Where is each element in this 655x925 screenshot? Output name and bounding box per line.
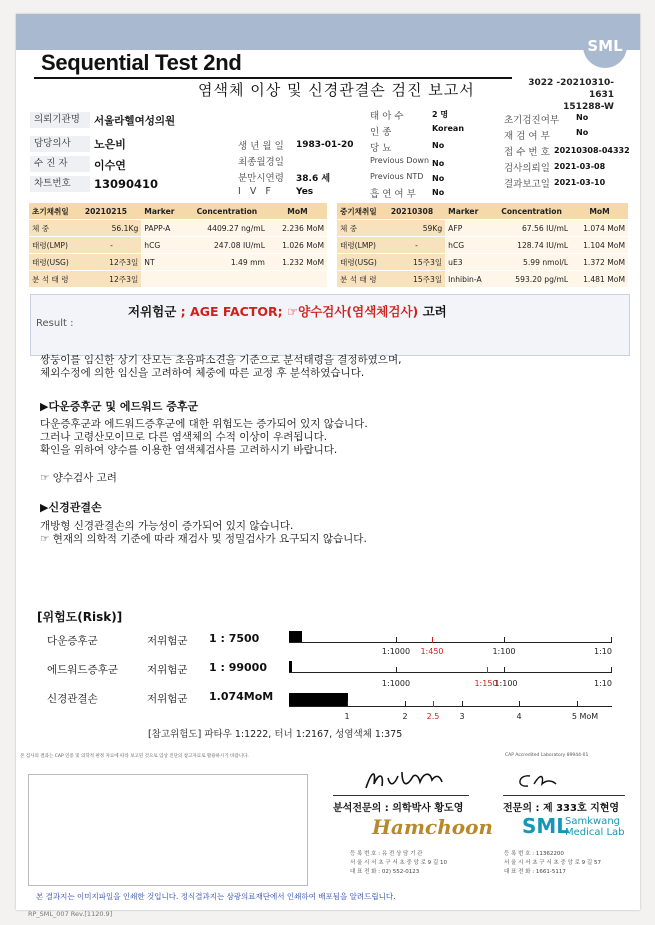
- risk-name-ntd: 신경관결손: [47, 693, 98, 705]
- prev-ntd-label: Previous NTD: [370, 172, 424, 181]
- smoking-label: 흡 연 여 부: [370, 189, 416, 200]
- report-number: 3022 -20210310-1631 151288-W: [528, 78, 614, 112]
- reexam-label: 재 검 여 부: [504, 131, 550, 142]
- table-row: [337, 271, 628, 288]
- sml-logo: SML: [522, 814, 570, 838]
- dob-value: 1983-01-20: [296, 140, 354, 150]
- prev-ntd-value: No: [432, 174, 445, 183]
- risk-bar-ntd: [289, 693, 348, 706]
- table-cell: 1.49 mm: [186, 254, 268, 271]
- risk-tick: [405, 701, 406, 707]
- signature-line-right: [503, 795, 625, 796]
- table-cell: 분 석 태 령: [29, 271, 82, 288]
- age-label: 분만시연령: [238, 173, 284, 184]
- table-cell: 56.1Kg: [82, 220, 141, 237]
- risk-tick-label: 1:100: [492, 647, 516, 656]
- table-cell: 체 중: [29, 220, 82, 237]
- table-header-row: [337, 203, 628, 220]
- risk-scale-down: [289, 642, 612, 643]
- table-cell: [186, 271, 268, 288]
- table-cell: Marker: [141, 203, 186, 220]
- table-cell: 67.56 IU/mL: [492, 220, 571, 237]
- result-recommendation: ; AGE FACTOR; ☞양수검사(염색체검사): [180, 304, 419, 319]
- second-trimester-table: [337, 203, 628, 288]
- table-cell: [268, 271, 327, 288]
- chart-label: 차트번호: [30, 176, 90, 192]
- table-cell: 59Kg: [388, 220, 445, 237]
- institution-value: 서울라헬여성의원: [94, 115, 176, 127]
- risk-cutoff-label: 1:150: [474, 679, 498, 688]
- report-title: Sequential Test 2nd: [41, 50, 242, 75]
- risk-bar-down: [289, 631, 302, 642]
- diabetes-value: No: [432, 141, 445, 150]
- result-label: Result :: [36, 318, 74, 329]
- table-cell: MoM: [571, 203, 628, 220]
- risk-tick: [347, 701, 348, 707]
- table-cell: hCG: [141, 237, 186, 254]
- risk-tick: [396, 667, 397, 673]
- risk-tick: [432, 637, 433, 643]
- table-cell: 20210215: [82, 203, 141, 220]
- result-risk-group: 저위험군: [128, 304, 177, 319]
- risk-tick-label: 1:100: [494, 679, 518, 688]
- risk-tick-label: 1:1000: [381, 647, 411, 656]
- table-cell: 15주3일: [388, 271, 445, 288]
- table-cell: Inhibin-A: [445, 271, 492, 288]
- result-tail: 고려: [422, 304, 447, 319]
- table-cell: MoM: [268, 203, 327, 220]
- reference-risk-note: [참고위험도] 파타우 1:1222, 터너 1:2167, 성염색체 1:375: [148, 729, 403, 740]
- table-cell: 2.236 MoM: [268, 220, 327, 237]
- request-date-label: 검사의뢰일: [504, 163, 550, 174]
- table-cell: 태령(LMP): [337, 237, 388, 254]
- risk-value-down: 1 : 7500: [209, 632, 260, 645]
- risk-scale-ntd: [289, 706, 612, 707]
- request-date: 2021-03-08: [554, 162, 606, 171]
- fine-print-right: CAP Accredited Laboratory 89944-01: [505, 753, 589, 758]
- doctor-label: 담당의사: [30, 136, 90, 152]
- section-heading-down-edwards: ▶다운증후군 및 에드워드 증후군: [40, 400, 199, 413]
- signature-hwang-icon: [362, 766, 446, 794]
- dob-label: 생 년 월 일: [238, 141, 284, 152]
- risk-tick-label: 1:10: [594, 679, 612, 688]
- risk-tick-label: 5 MoM: [571, 712, 599, 721]
- table-cell: 태령(USG): [29, 254, 82, 271]
- interpretation-paragraph-3: 개방형 신경관결손의 가능성이 증가되어 있지 않습니다. ☞ 현재의 의학적 기준에 따라 재검사 및 정밀검사가 요구되지 않습니다.: [40, 520, 367, 545]
- risk-tick: [504, 637, 505, 643]
- age-value: 38.6 세: [296, 174, 331, 184]
- table-cell: 1.074 MoM: [571, 220, 628, 237]
- table-cell: PAPP-A: [141, 220, 186, 237]
- lmp-label: 최종월경일: [238, 157, 284, 168]
- table-row: [29, 220, 327, 237]
- receipt-number: 20210308-04332: [554, 146, 630, 155]
- risk-group-edwards: 저위험군: [147, 664, 188, 676]
- risk-tick: [611, 667, 612, 673]
- hamchoon-logo: Hamchoon: [372, 815, 493, 839]
- risk-tick-label: 1:1000: [381, 679, 411, 688]
- report-date-label: 결과보고일: [504, 179, 550, 190]
- table-cell: NT: [141, 254, 186, 271]
- table-cell: 1.026 MoM: [268, 237, 327, 254]
- risk-tick-label: 1: [344, 712, 350, 721]
- risk-name-down: 다운증후군: [47, 635, 98, 647]
- sml-address: 등 록 번 호 : 11362200 서 울 시 서 초 구 서 초 중 앙 로 9 길 57 대 표 전 화 : 1661-5117: [504, 851, 601, 875]
- risk-value-ntd: 1.074MoM: [209, 690, 274, 703]
- table-cell: AFP: [445, 220, 492, 237]
- table-header-row: [29, 203, 327, 220]
- risk-bar-edwards: [289, 661, 292, 672]
- risk-value-edwards: 1 : 99000: [209, 661, 267, 674]
- risk-tick-label: 2: [402, 712, 408, 721]
- smoking-value: No: [432, 188, 445, 197]
- risk-group-ntd: 저위험군: [147, 693, 188, 705]
- table-cell: 128.74 IU/mL: [492, 237, 571, 254]
- race-label: 인 종: [370, 127, 392, 138]
- hamchoon-address: 등 록 번 호 : 유 전 상 담 기 관 서 울 시 서 초 구 서 초 중 앙 로 9 길 10 대 표 전 화 : 02) 552-0123: [350, 851, 447, 875]
- table-cell: hCG: [445, 237, 492, 254]
- report-date: 2021-03-10: [554, 178, 606, 187]
- table-cell: Marker: [445, 203, 492, 220]
- table-row: [29, 254, 327, 271]
- ivf-label: I V F: [238, 186, 274, 197]
- table-cell: 초기채취일: [29, 203, 82, 220]
- table-row: [337, 220, 628, 237]
- table-cell: Concentration: [186, 203, 268, 220]
- risk-tick: [519, 701, 520, 707]
- risk-scale-edwards: [289, 672, 612, 673]
- signer-right-label: 전문의 : 제 333호 지현영: [503, 803, 620, 814]
- risk-name-edwards: 에드워드증후군: [47, 664, 119, 676]
- institution-label: 의뢰기관명: [30, 112, 90, 128]
- first-exam-value: No: [576, 113, 589, 122]
- footer-note: 본 결과지는 이미지파일을 인쇄한 것입니다. 정식결과지는 삼광의료재단에서 인쇄하여 배포됨을 알려드립니다.: [36, 892, 396, 901]
- signer-left-label: 분석전문의 : 의학박사 황도영: [333, 803, 464, 814]
- table-cell: Concentration: [492, 203, 571, 220]
- first-exam-label: 초기검진여부: [504, 115, 560, 126]
- interpretation-paragraph-2: 다운증후군과 에드워드증후군에 대한 위험도는 증가되어 있지 않습니다. 그러나 고령산모이므로 다른 염색체의 수적 이상이 우려됩니다. 확인을 위하여 양수를 이용한 염색체검사를 고려하시기 바랍니다.: [40, 418, 368, 456]
- examinee-value: 이수연: [94, 159, 126, 172]
- table-cell: 중기채취일: [337, 203, 388, 220]
- table-cell: 12주3일: [82, 254, 141, 271]
- signature-line-left: [333, 795, 469, 796]
- table-cell: -: [82, 237, 141, 254]
- risk-tick: [462, 701, 463, 707]
- table-row: [337, 237, 628, 254]
- table-cell: 247.08 IU/mL: [186, 237, 268, 254]
- table-cell: 분 석 태 령: [337, 271, 388, 288]
- risk-tick: [611, 637, 612, 643]
- ivf-value: Yes: [296, 187, 314, 197]
- risk-tick: [577, 701, 578, 707]
- table-row: [337, 254, 628, 271]
- comment-box: [28, 774, 308, 886]
- table-cell: 체 중: [337, 220, 388, 237]
- table-cell: 1.232 MoM: [268, 254, 327, 271]
- table-cell: 4409.27 ng/mL: [186, 220, 268, 237]
- table-cell: 1.372 MoM: [571, 254, 628, 271]
- table-row: [29, 271, 327, 288]
- table-cell: 20210308: [388, 203, 445, 220]
- risk-tick: [504, 667, 505, 673]
- prev-down-label: Previous Down: [370, 156, 430, 165]
- risk-group-down: 저위험군: [147, 635, 188, 647]
- fetus-label: 태 아 수: [370, 111, 404, 122]
- risk-heading: [위험도(Risk)]: [37, 610, 123, 624]
- table-cell: uE3: [445, 254, 492, 271]
- risk-cutoff-label: 1:450: [420, 647, 444, 656]
- table-cell: 5.99 nmol/L: [492, 254, 571, 271]
- table-row: [29, 237, 327, 254]
- first-trimester-table: [29, 203, 327, 288]
- interpretation-paragraph-1: 쌍둥이를 임신한 상기 산모는 초음파소견을 기준으로 분석태령을 결정하였으며, 체외수정에 의한 임신을 고려하여 체중에 따른 교정 후 분석하였습니다.: [40, 354, 402, 379]
- risk-tick: [433, 701, 434, 707]
- sml-logo-subtitle: Samkwang Medical Lab: [565, 816, 625, 838]
- diabetes-label: 당 뇨: [370, 143, 392, 154]
- receipt-label: 접 수 번 호: [504, 147, 550, 158]
- report-subtitle: 염색체 이상 및 신경관결손 검진 보고서: [198, 81, 475, 99]
- risk-tick: [487, 667, 488, 673]
- risk-tick: [396, 637, 397, 643]
- reexam-value: No: [576, 128, 589, 137]
- table-cell: 태령(USG): [337, 254, 388, 271]
- risk-cutoff-label: 2.5: [426, 712, 440, 721]
- table-cell: -: [388, 237, 445, 254]
- top-banner: [16, 14, 640, 50]
- table-cell: 1.481 MoM: [571, 271, 628, 288]
- footer-code: RP_SML_007 Rev.[1120.9]: [28, 910, 113, 918]
- examinee-label: 수 진 자: [30, 156, 90, 172]
- race-value: Korean: [432, 124, 465, 133]
- table-cell: [141, 271, 186, 288]
- table-cell: 12주3일: [82, 271, 141, 288]
- amniocentesis-note: ☞ 양수검사 고려: [40, 472, 117, 484]
- fine-print-left: 본 검사의 결과는 CAP 인증 및 의학적 판정 자료에 따라 보고된 것으로 임상 진단의 참고자료로 활용하시기 바랍니다.: [20, 754, 249, 759]
- signature-ji-icon: [512, 770, 566, 792]
- doctor-value: 노은비: [94, 138, 126, 151]
- risk-tick-label: 3: [459, 712, 465, 721]
- table-cell: 태령(LMP): [29, 237, 82, 254]
- prev-down-value: No: [432, 159, 445, 168]
- table-cell: 593.20 pg/mL: [492, 271, 571, 288]
- chart-number: 13090410: [94, 177, 159, 191]
- sml-logo-badge: SML: [583, 24, 627, 68]
- table-cell: 15주3일: [388, 254, 445, 271]
- section-heading-ntd: ▶신경관결손: [40, 501, 102, 514]
- risk-tick-label: 1:10: [594, 647, 612, 656]
- risk-tick-label: 4: [516, 712, 522, 721]
- table-cell: 1.104 MoM: [571, 237, 628, 254]
- result-summary: [128, 302, 447, 320]
- fetus-value: 2 명: [432, 110, 449, 119]
